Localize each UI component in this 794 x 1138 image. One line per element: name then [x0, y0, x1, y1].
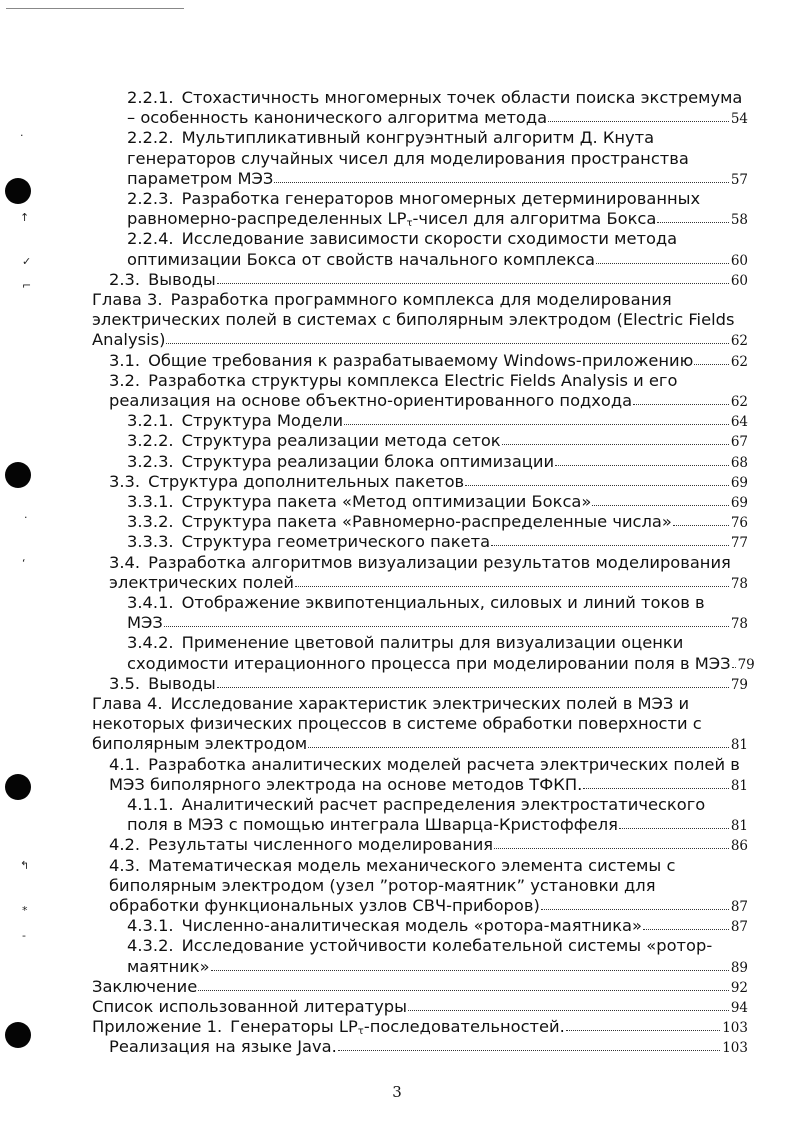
toc-entry: [92, 916, 748, 937]
toc-entry: [92, 795, 748, 836]
toc-entry-title: Разработка аналитических моделей расчета электрических полей в: [148, 754, 740, 774]
punch-hole: [5, 462, 31, 488]
toc-entry-title: маятник»: [127, 956, 210, 976]
toc-entry-title: электрических полей: [109, 572, 295, 592]
toc-entry-number: 3.3.1.: [127, 492, 174, 511]
toc-entry: [92, 532, 748, 553]
toc-entry-page: 67: [730, 434, 748, 451]
dot-leader: [592, 505, 728, 506]
toc-entry-number: 4.1.1.: [127, 795, 174, 814]
toc-entry-page: 54: [730, 111, 748, 128]
toc-entry-page: 103: [722, 1040, 748, 1057]
scan-speck: ⌐: [22, 279, 32, 292]
toc-entry-title: Структура пакета «Метод оптимизации Бокса»: [181, 492, 592, 511]
toc-entry-page: 87: [730, 899, 748, 915]
toc-entry-title: Структура реализации блока оптимизации: [181, 451, 555, 471]
toc-entry-title: Применение цветовой палитры для визуализации оценки: [181, 633, 684, 653]
toc-entry-page: 62: [730, 394, 748, 410]
toc-entry-number: 2.2.4.: [127, 229, 174, 249]
page-number: 3: [392, 1083, 402, 1101]
toc-entry-title: Численно-аналитическая модель «ротора-маятника»: [181, 916, 642, 936]
toc-entry-number: 4.2.: [109, 835, 141, 855]
scan-speck: -: [22, 929, 26, 942]
toc-entry: [92, 371, 748, 412]
toc-entry-number: Глава 4.: [92, 694, 163, 713]
toc-entry: [92, 674, 748, 695]
dot-leader: [274, 182, 728, 183]
toc-entry-title: генераторов случайных чисел для моделирования пространства: [127, 148, 689, 168]
toc-entry-title: – особенность канонического алгоритма метода: [127, 108, 548, 128]
toc-entry-title: Разработка генераторов многомерных детерминированных: [181, 189, 701, 208]
dot-leader: [502, 444, 729, 445]
toc-entry-title: Общие требования к разрабатываемому Windows-приложению: [148, 350, 694, 370]
toc-entry-title: Структура пакета «Равномерно-распределенные числа»: [181, 512, 672, 532]
dot-leader: [633, 404, 729, 405]
toc-entry-title: Структура дополнительных пакетов: [148, 471, 465, 491]
toc-entry-title: биполярным электродом (узел ”ротор-маятник” установки для: [109, 875, 656, 895]
toc-entry-page: 64: [730, 414, 748, 431]
toc-entry-title: Исследование зависимости скорости сходимости метода: [181, 229, 678, 249]
dot-leader: [694, 364, 728, 365]
toc-entry-title: Отображение эквипотенциальных, силовых и линий токов в: [181, 593, 705, 612]
toc-entry: [92, 512, 748, 533]
toc-entry-page: 62: [730, 333, 748, 350]
toc-entry-page: 89: [730, 959, 748, 976]
toc-entry-title: поля в МЭЗ с помощью интеграла Шварца-Кристоффеля: [127, 815, 618, 835]
dot-leader: [541, 909, 729, 910]
top-edge-line: [6, 8, 184, 9]
toc-entry-page: 78: [730, 616, 748, 633]
dot-leader: [566, 1030, 720, 1031]
toc-entry-page: 92: [730, 979, 748, 996]
scan-speck: ‘: [22, 557, 26, 570]
toc-entry-page: 79: [737, 656, 755, 673]
toc-entry: [92, 492, 748, 513]
toc-entry-number: Глава 3.: [92, 290, 163, 309]
dot-leader: [596, 263, 729, 264]
toc-entry-title: Структура реализации метода сеток: [181, 431, 501, 451]
toc-entry-number: 3.4.1.: [127, 593, 174, 612]
dot-leader: [583, 788, 729, 789]
toc-entry: [92, 88, 748, 129]
toc-entry: [92, 997, 748, 1018]
toc-entry-title: Генераторы $LP_\tau$-последовательностей.: [230, 1017, 565, 1038]
dot-leader: [164, 626, 729, 627]
toc-entry: [92, 977, 748, 998]
toc-entry: [92, 452, 748, 473]
toc-entry: [92, 1037, 748, 1058]
toc-entry-title: Структура Модели: [181, 411, 344, 431]
toc-entry: [92, 936, 748, 977]
toc-entry-title: Разработка программного комплекса для моделирования: [170, 290, 672, 309]
toc-entry: [92, 633, 755, 674]
toc-entry-title: Analysis): [92, 330, 166, 350]
toc-entry-page: 69: [730, 495, 748, 511]
dot-leader: [619, 828, 729, 829]
toc-entry-page: 81: [730, 777, 748, 794]
toc-entry-page: 79: [730, 676, 748, 693]
scan-speck: ·: [24, 511, 28, 524]
toc-entry-title: некоторых физических процессов в системе обработки поверхности с: [92, 714, 702, 734]
toc-entry-page: 81: [730, 818, 748, 835]
scan-speck: .: [20, 126, 24, 139]
toc-entry: [92, 128, 748, 190]
toc-entry-title: Выводы: [148, 269, 216, 289]
toc-entry-title: биполярным электродом: [92, 734, 308, 754]
toc-entry: [92, 472, 748, 493]
toc-entry-page: 81: [730, 737, 748, 754]
dot-leader: [217, 687, 729, 688]
dot-leader: [732, 667, 736, 668]
dot-leader: [548, 121, 729, 122]
toc-entry-title: сходимости итерационного процесса при моделировании поля в МЭЗ: [127, 653, 731, 673]
toc-entry-number: 3.5.: [109, 673, 141, 693]
toc-entry: [92, 694, 748, 756]
dot-leader: [198, 990, 729, 991]
scan-speck: ↰: [20, 859, 30, 872]
toc-entry-title: параметром МЭЗ: [127, 168, 274, 188]
toc-entry-title: Заключение: [92, 976, 198, 996]
toc-entry-page: 87: [730, 919, 748, 936]
dot-leader: [657, 222, 728, 223]
dot-leader: [643, 929, 729, 930]
toc-entry: [92, 856, 748, 918]
toc-entry-number: 4.3.2.: [127, 936, 174, 956]
toc-entry-number: 2.3.: [109, 269, 141, 289]
toc-entry-title: Аналитический расчет распределения электростатического: [181, 795, 706, 814]
toc-entry-number: 3.2.3.: [127, 451, 174, 471]
toc-entry-title: Исследование характеристик электрических полей в МЭЗ и: [170, 694, 690, 713]
toc-entry-title: Реализация на языке Java.: [109, 1037, 337, 1057]
toc-entry-page: 103: [722, 1020, 748, 1037]
toc-entry: [92, 431, 748, 452]
toc-entry-number: 3.2.1.: [127, 411, 174, 431]
toc-entry: [92, 835, 748, 856]
toc-entry-page: 77: [730, 535, 748, 552]
toc-entry-page: 76: [730, 515, 748, 532]
toc-entry: [92, 755, 748, 796]
toc-entry: [92, 411, 748, 432]
dot-leader: [491, 545, 729, 546]
toc-entry-number: 4.3.: [109, 855, 141, 875]
dot-leader: [344, 424, 729, 425]
dot-leader: [555, 465, 729, 466]
toc-entry-number: 3.4.: [109, 552, 141, 572]
toc-entry-number: 3.1.: [109, 350, 141, 370]
toc-entry-number: 4.3.1.: [127, 916, 174, 936]
dot-leader: [408, 1010, 729, 1011]
toc-entry-title: Исследование устойчивости колебательной системы «ротор-: [181, 936, 713, 956]
toc-entry: [92, 593, 748, 634]
toc-entry-page: 86: [730, 838, 748, 855]
dot-leader: [673, 525, 729, 526]
toc-entry-title: Выводы: [148, 673, 216, 693]
toc-entry-title: Разработка алгоритмов визуализации результатов моделирования: [148, 552, 731, 572]
toc-entry-page: 60: [730, 272, 748, 289]
dot-leader: [166, 343, 728, 344]
toc-entry-number: 3.2.2.: [127, 431, 174, 451]
toc-entry-title: оптимизации Бокса от свойств начального комплекса: [127, 249, 595, 269]
toc-entry-title: электрических полей в системах с биполярным электродом (Electric Fields: [92, 310, 735, 330]
dot-leader: [217, 283, 729, 284]
toc-entry-title: Структура геометрического пакета: [181, 532, 491, 552]
toc-entry-title: обработки функциональных узлов СВЧ-приборов): [109, 896, 540, 915]
toc-entry-number: 3.3.3.: [127, 532, 174, 552]
toc-entry-title: Стохастичность многомерных точек области поиска экстремума: [181, 88, 743, 107]
dot-leader: [308, 747, 729, 748]
toc-entry: [92, 553, 748, 594]
scan-speck: *: [22, 904, 28, 917]
toc-entry-title: Мультипликативный конгруэнтный алгоритм Д. Кнута: [181, 128, 655, 148]
toc-entry-number: 3.3.2.: [127, 512, 174, 532]
toc-entry-page: 60: [730, 252, 748, 269]
toc-entry-title: МЭЗ биполярного электрода на основе методов ТФКП.: [109, 774, 583, 794]
toc-entry-title: равномерно-распределенных $LP_\tau$-чисел для алгоритма Бокса: [127, 209, 657, 230]
scan-speck: ✓: [22, 255, 32, 268]
toc-entry-page: 69: [730, 474, 748, 491]
dot-leader: [295, 586, 729, 587]
dot-leader: [338, 1050, 720, 1051]
toc-entry: [92, 351, 748, 372]
toc-entry-page: 94: [730, 1000, 748, 1016]
toc-entry-page: 68: [730, 454, 748, 471]
toc-entry-number: 3.4.2.: [127, 633, 174, 653]
toc-entry-number: 4.1.: [109, 754, 141, 774]
toc-entry: [92, 229, 748, 270]
toc-entry-number: 3.2.: [109, 370, 141, 390]
toc-entry-title: Список использованной литературы: [92, 997, 407, 1016]
punch-hole: [5, 774, 31, 800]
dot-leader: [211, 970, 729, 971]
toc-entry-number: Приложение 1.: [92, 1017, 223, 1037]
toc-entry: [92, 290, 748, 352]
toc-entry-page: 62: [730, 353, 748, 370]
toc-entry-number: 2.2.3.: [127, 189, 174, 208]
toc-entry-number: 2.2.1.: [127, 88, 174, 107]
toc-entry-title: Результаты численного моделирования: [148, 835, 494, 855]
scan-speck: ↑: [20, 211, 30, 224]
dot-leader: [465, 485, 729, 486]
toc-entry-page: 78: [730, 575, 748, 592]
punch-hole: [5, 1022, 31, 1048]
punch-hole: [5, 178, 31, 204]
toc-entry-number: 2.2.2.: [127, 128, 174, 148]
dot-leader: [494, 848, 729, 849]
toc-entry-page: 58: [730, 212, 748, 229]
toc-entry-title: Разработка структуры комплекса Electric Fields Analysis и его: [148, 370, 678, 390]
toc-entry-number: 3.3.: [109, 471, 141, 491]
toc-entry-title: реализация на основе объектно-ориентированного подхода: [109, 391, 633, 410]
toc-entry-title: МЭЗ: [127, 613, 163, 633]
toc-entry-page: 57: [730, 171, 748, 188]
toc-entry: [92, 270, 748, 291]
toc-entry: [92, 189, 748, 234]
toc-entry-title: Математическая модель механического элемента системы с: [148, 855, 676, 875]
